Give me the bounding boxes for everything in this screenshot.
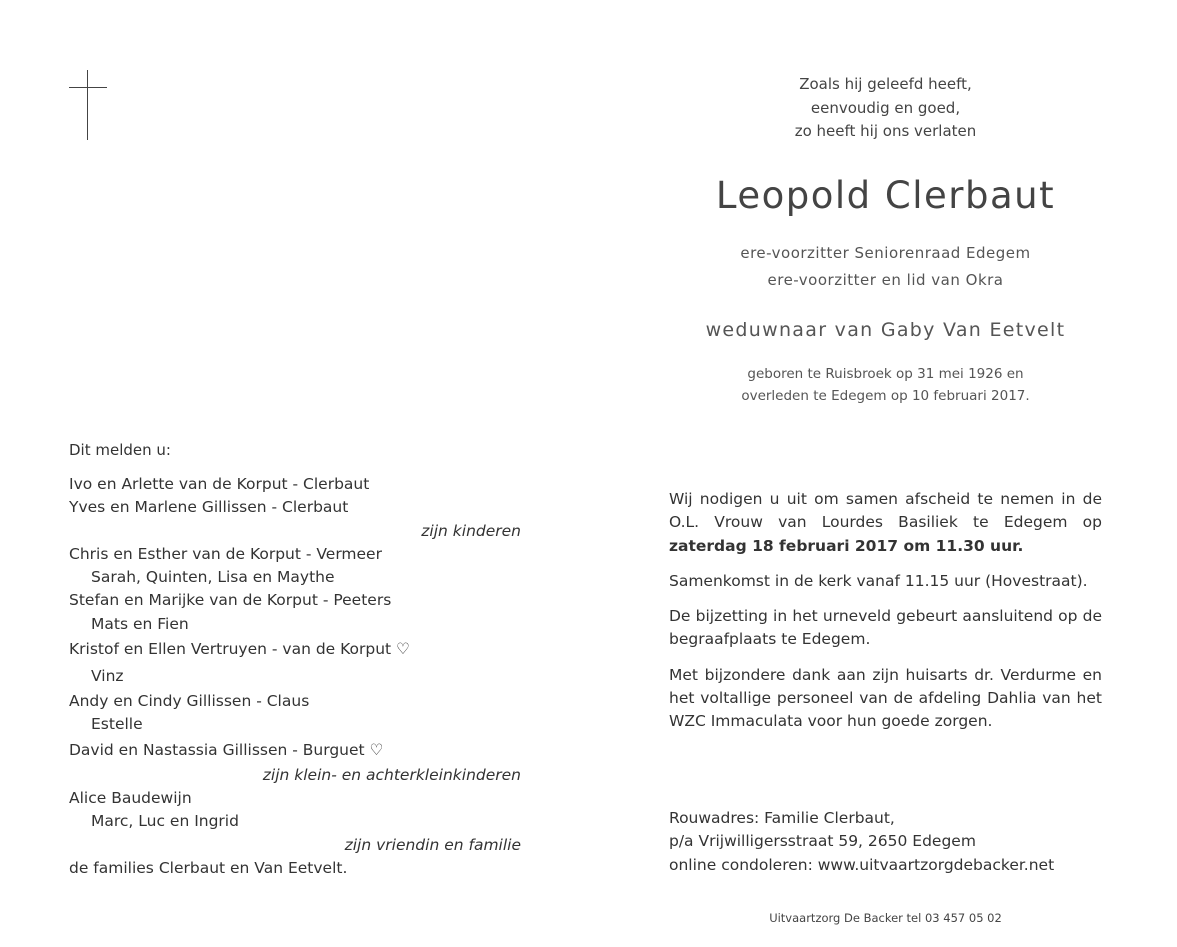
- family-member: Vinz: [91, 667, 124, 686]
- funeral-home-footer: Uitvaartzorg De Backer tel 03 457 05 02: [769, 911, 1002, 925]
- family-member: de families Clerbaut en Van Eetvelt.: [69, 858, 348, 877]
- family-member: Andy en Cindy Gillissen - Claus: [69, 692, 310, 711]
- family-member: David en Nastassia Gillissen - Burguet ♡: [69, 740, 384, 759]
- birth-line: geboren te Ruisbroek op 31 mei 1926 en: [747, 366, 1024, 382]
- family-member: Yves en Marlene Gillissen - Clerbaut: [69, 498, 349, 517]
- family-member: Sarah, Quinten, Lisa en Maythe: [91, 568, 335, 587]
- cross-icon: [69, 70, 107, 140]
- thanks-text: Met bijzondere dank aan zijn huisarts dr. Verdurme en het voltallige personeel van de afdeling Dahlia van het WZC Immaculata voor hun goede zorgen.: [669, 665, 1102, 731]
- family-role: zijn vriendin en familie: [344, 835, 521, 854]
- family-member: Alice Baudewijn: [69, 788, 192, 807]
- widower-of: weduwnaar van Gaby Van Eetvelt: [705, 319, 1066, 341]
- invitation: [669, 488, 1102, 746]
- function-line: ere-voorzitter Seniorenraad Edegem: [740, 244, 1031, 262]
- address-line: p/a Vrijwilligersstraat 59, 2650 Edegem: [669, 832, 976, 851]
- family-member: Ivo en Arlette van de Korput - Clerbaut: [69, 475, 370, 493]
- funeral-date: zaterdag 18 februari 2017 om 11.30 uur.: [669, 536, 1024, 555]
- family-list: [69, 473, 521, 880]
- death-line: overleden te Edegem op 10 februari 2017.: [741, 388, 1030, 404]
- family-member: Mats en Fien: [91, 614, 189, 633]
- invitation-paragraph: [669, 488, 1102, 558]
- family-member: Chris en Esther van de Korput - Vermeer: [69, 544, 382, 563]
- address-line: Rouwadres: Familie Clerbaut,: [669, 809, 895, 827]
- function-line: ere-voorzitter en lid van Okra: [767, 271, 1004, 289]
- family-member: Stefan en Marijke van de Korput - Peeters: [69, 591, 392, 610]
- family-member: Marc, Luc en Ingrid: [91, 812, 239, 831]
- life-dates: [669, 363, 1102, 407]
- family-role: zijn kinderen: [421, 521, 521, 540]
- quote-line: Zoals hij geleefd heeft,: [799, 75, 972, 93]
- deceased-functions: [669, 240, 1102, 294]
- family-member: Kristof en Ellen Vertruyen - van de Korput ♡: [69, 640, 410, 659]
- family-member: Estelle: [91, 715, 143, 734]
- quote-line: eenvoudig en goed,: [810, 98, 961, 117]
- announcement-heading: Dit melden u:: [69, 441, 171, 459]
- family-role: zijn klein- en achterkleinkinderen: [262, 765, 521, 784]
- burial-text: De bijzetting in het urneveld gebeurt aansluitend op de begraafplaats te Edegem.: [669, 607, 1102, 649]
- mourning-address: [669, 807, 1054, 877]
- gathering-text: Samenkomst in de kerk vanaf 11.15 uur (Hovestraat).: [669, 571, 1088, 590]
- condolence-link[interactable]: online condoleren: www.uitvaartzorgdebacker.net: [669, 855, 1055, 874]
- memorial-quote: [669, 73, 1102, 144]
- invitation-intro: Wij nodigen u uit om samen afscheid te nemen in de O.L. Vrouw van Lourdes Basiliek te Edegem op: [669, 490, 1102, 532]
- deceased-name: Leopold Clerbaut: [715, 174, 1056, 217]
- quote-line: zo heeft hij ons verlaten: [794, 122, 977, 140]
